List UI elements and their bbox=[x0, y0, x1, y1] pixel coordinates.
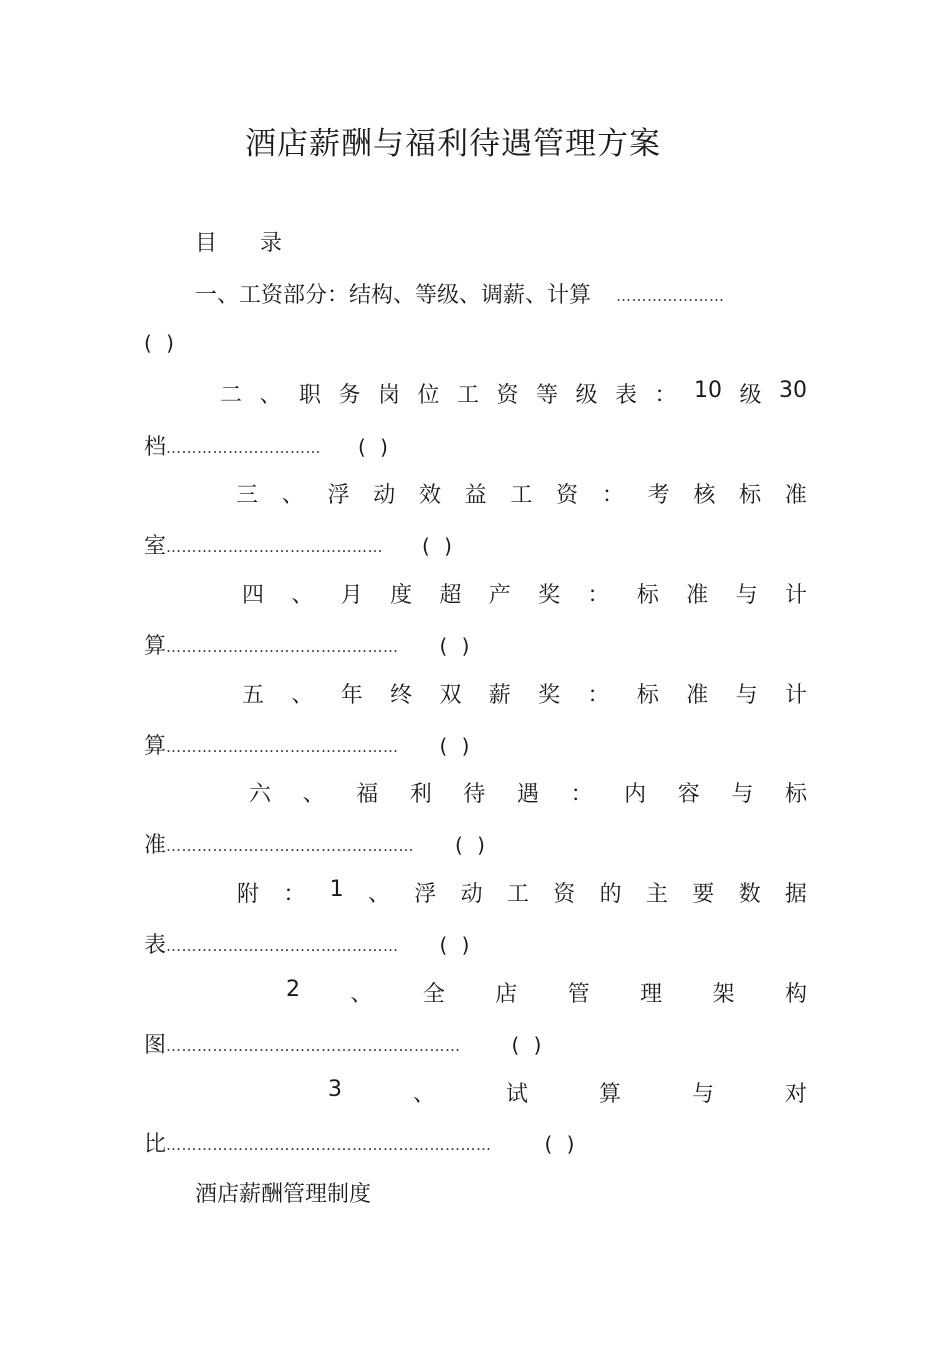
toc-item-2-dots: ………………………… bbox=[166, 439, 322, 457]
toc-item-2-cont: 档 bbox=[144, 435, 167, 460]
toc-char: 福 bbox=[356, 782, 379, 807]
toc-char: 与 bbox=[731, 782, 754, 807]
toc-item-4-dots: ……………………………………… bbox=[166, 638, 399, 656]
toc-char: 、 bbox=[302, 782, 325, 807]
toc-char: 资 bbox=[496, 383, 519, 408]
toc-char: 与 bbox=[735, 683, 758, 708]
toc-char: 计 bbox=[784, 583, 807, 608]
toc-char: 标 bbox=[739, 483, 762, 508]
toc-char: 月 bbox=[340, 583, 363, 608]
toc-item-5-line-2 bbox=[144, 729, 473, 760]
toc-item-7-line-2 bbox=[144, 928, 473, 959]
toc-char: ： bbox=[283, 882, 306, 907]
toc-item-7-cont: 表 bbox=[144, 933, 167, 958]
toc-char: ： bbox=[587, 683, 610, 708]
toc-char: 的 bbox=[599, 882, 622, 907]
toc-char: 级 bbox=[575, 383, 598, 408]
toc-item-8-line-1 bbox=[286, 977, 807, 1008]
toc-char: 、 bbox=[291, 583, 314, 608]
toc-char: 终 bbox=[390, 683, 413, 708]
toc-char: 薪 bbox=[488, 683, 511, 708]
toc-char: 遇 bbox=[516, 782, 539, 807]
toc-item-8-dots: ………………………………………………… bbox=[166, 1037, 461, 1055]
toc-char: 与 bbox=[735, 583, 758, 608]
toc-char: 动 bbox=[460, 882, 483, 907]
toc-char: 考 bbox=[647, 483, 670, 508]
toc-char: 30 bbox=[778, 378, 807, 403]
toc-item-8-page: ( ) bbox=[511, 1033, 546, 1057]
toc-char: 效 bbox=[418, 483, 441, 508]
toc-char: 奖 bbox=[538, 583, 561, 608]
toc-char: 1 bbox=[329, 877, 344, 902]
toc-item-4-page: ( ) bbox=[439, 634, 474, 658]
toc-item-2-line-1 bbox=[220, 378, 807, 409]
toc-char: 与 bbox=[691, 1082, 714, 1107]
toc-char: 度 bbox=[390, 583, 413, 608]
toc-char: 奖 bbox=[538, 683, 561, 708]
toc-item-9-dots: ……………………………………………………… bbox=[166, 1136, 492, 1154]
toc-item-7-dots: ……………………………………… bbox=[166, 937, 399, 955]
toc-char: 标 bbox=[636, 583, 659, 608]
toc-char: 三 bbox=[236, 483, 259, 508]
toc-char: 构 bbox=[784, 982, 807, 1007]
toc-char: 数 bbox=[738, 882, 761, 907]
toc-item-6-line-1 bbox=[249, 777, 807, 808]
toc-char: 资 bbox=[553, 882, 576, 907]
document-title: 酒店薪酬与福利待遇管理方案 bbox=[245, 126, 661, 162]
toc-char: 计 bbox=[784, 683, 807, 708]
toc-char: 店 bbox=[495, 982, 518, 1007]
toc-char: 3 bbox=[328, 1077, 342, 1102]
toc-char: 二 bbox=[220, 383, 243, 408]
toc-char: 10 bbox=[694, 378, 722, 403]
toc-char: 动 bbox=[373, 483, 396, 508]
toc-char: ： bbox=[654, 383, 677, 408]
toc-char: 对 bbox=[784, 1082, 807, 1107]
toc-char: 算 bbox=[598, 1082, 621, 1107]
toc-char: 、 bbox=[259, 383, 282, 408]
toc-item-8-line-2 bbox=[144, 1028, 545, 1059]
toc-char: ： bbox=[587, 583, 610, 608]
toc-item-1-line-1 bbox=[195, 278, 725, 309]
toc-item-5-dots: ……………………………………… bbox=[166, 738, 399, 756]
toc-char: 四 bbox=[242, 583, 265, 608]
toc-item-4-cont: 算 bbox=[144, 634, 167, 659]
toc-char: 利 bbox=[409, 782, 432, 807]
toc-item-1-dots: ………………… bbox=[616, 287, 725, 305]
toc-item-5-cont: 算 bbox=[144, 734, 167, 759]
toc-item-9-cont: 比 bbox=[144, 1132, 167, 1157]
toc-char: 核 bbox=[693, 483, 716, 508]
toc-char: 职 bbox=[299, 383, 322, 408]
toc-char: 浮 bbox=[327, 483, 350, 508]
toc-char: 准 bbox=[686, 683, 709, 708]
toc-char: 工 bbox=[457, 383, 480, 408]
toc-item-6-cont: 准 bbox=[144, 833, 167, 858]
toc-item-3-line-2 bbox=[144, 529, 456, 560]
toc-char: 标 bbox=[636, 683, 659, 708]
toc-char: 超 bbox=[439, 583, 462, 608]
toc-char: 、 bbox=[291, 683, 314, 708]
toc-item-8-cont: 图 bbox=[144, 1033, 167, 1058]
toc-item-7-page: ( ) bbox=[439, 933, 474, 957]
toc-item-3-cont: 室 bbox=[144, 534, 167, 559]
toc-item-7-line-1 bbox=[237, 877, 807, 908]
toc-item-9-line-1 bbox=[328, 1077, 807, 1108]
toc-char: 资 bbox=[556, 483, 579, 508]
toc-char: 要 bbox=[692, 882, 715, 907]
toc-item-3-dots: …………………………………… bbox=[166, 538, 384, 556]
toc-char: 级 bbox=[739, 383, 762, 408]
toc-item-9-line-2 bbox=[144, 1127, 578, 1158]
toc-item-4-line-1 bbox=[242, 578, 807, 609]
toc-heading: 目 录 bbox=[195, 231, 300, 256]
toc-item-5-line-1 bbox=[242, 678, 807, 709]
toc-item-3-page: ( ) bbox=[422, 534, 456, 558]
toc-char: 工 bbox=[506, 882, 529, 907]
toc-item-1-text: 一、工资部分：结构、等级、调薪、计算 bbox=[195, 283, 592, 308]
toc-char: 管 bbox=[567, 982, 590, 1007]
toc-char: 、 bbox=[412, 1082, 435, 1107]
toc-char: 全 bbox=[422, 982, 445, 1007]
toc-item-2-page: ( ) bbox=[358, 435, 392, 459]
toc-char: 待 bbox=[463, 782, 486, 807]
toc-char: 工 bbox=[510, 483, 533, 508]
toc-char: 2 bbox=[286, 977, 300, 1002]
toc-item-4-line-2 bbox=[144, 629, 473, 660]
toc-item-5-page: ( ) bbox=[439, 734, 474, 758]
toc-char: 年 bbox=[340, 683, 363, 708]
toc-item-6-line-2 bbox=[144, 828, 489, 859]
toc-char: 容 bbox=[677, 782, 700, 807]
toc-char: 六 bbox=[249, 782, 272, 807]
toc-char: 准 bbox=[686, 583, 709, 608]
toc-char: 、 bbox=[367, 882, 390, 907]
toc-char: 产 bbox=[488, 583, 511, 608]
toc-char: 附 bbox=[237, 882, 260, 907]
toc-item-9-page: ( ) bbox=[544, 1132, 579, 1156]
toc-char: 表 bbox=[615, 383, 638, 408]
toc-item-2-line-2 bbox=[144, 430, 392, 461]
toc-char: 双 bbox=[439, 683, 462, 708]
toc-char: 标 bbox=[784, 782, 807, 807]
toc-char: 、 bbox=[350, 982, 373, 1007]
toc-char: 位 bbox=[417, 383, 440, 408]
toc-char: ： bbox=[601, 483, 624, 508]
toc-char: 内 bbox=[624, 782, 647, 807]
toc-char: 、 bbox=[281, 483, 304, 508]
toc-char: 五 bbox=[242, 683, 265, 708]
toc-char: 等 bbox=[536, 383, 559, 408]
toc-item-1-page: ( ) bbox=[144, 331, 178, 355]
toc-char: ： bbox=[570, 782, 593, 807]
toc-char: 试 bbox=[505, 1082, 528, 1107]
toc-char: 务 bbox=[338, 383, 361, 408]
toc-char: 益 bbox=[464, 483, 487, 508]
toc-item-3-line-1 bbox=[236, 478, 807, 509]
toc-item-6-dots: ………………………………………… bbox=[166, 837, 415, 855]
toc-char: 准 bbox=[784, 483, 807, 508]
toc-char: 浮 bbox=[414, 882, 437, 907]
toc-char: 主 bbox=[645, 882, 668, 907]
toc-char: 架 bbox=[712, 982, 735, 1007]
toc-char: 据 bbox=[784, 882, 807, 907]
toc-char: 岗 bbox=[378, 383, 401, 408]
toc-char: 理 bbox=[640, 982, 663, 1007]
section-heading: 酒店薪酬管理制度 bbox=[195, 1182, 372, 1207]
toc-item-6-page: ( ) bbox=[455, 833, 489, 857]
